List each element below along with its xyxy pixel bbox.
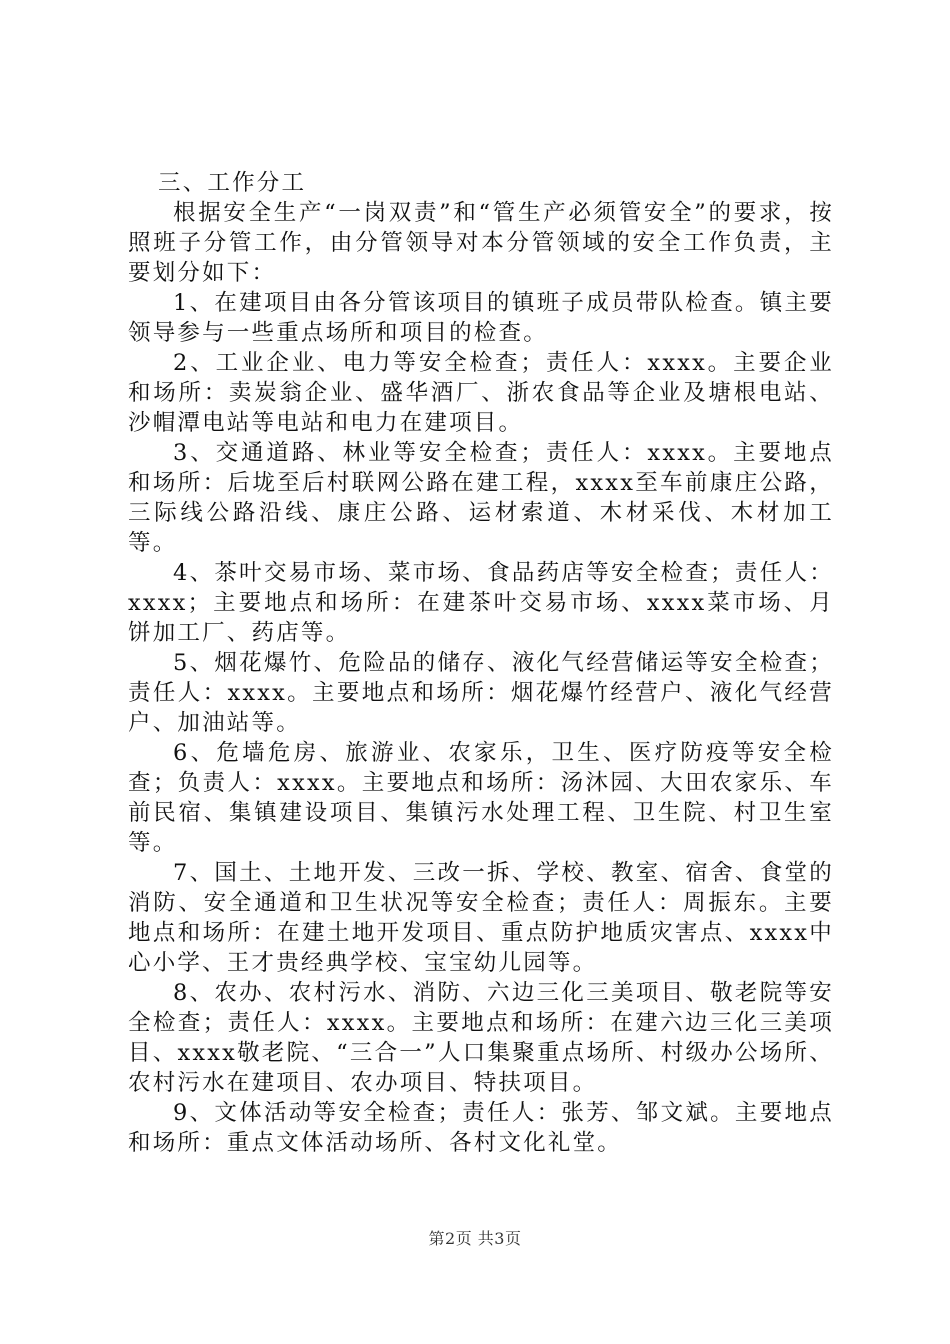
paragraph-item-6: 6、危墙危房、旅游业、农家乐，卫生、医疗防疫等安全检查；负责人：xxxx。主要地点和场所：汤沐园、大田农家乐、车前民宿、集镇建设项目、集镇污水处理工程、卫生院、村卫生室等。: [128, 740, 834, 856]
page-number-label: 第2页 共3页: [428, 1229, 522, 1248]
section-heading: 三、工作分工: [158, 170, 307, 196]
paragraph-item-5: 5、烟花爆竹、危险品的储存、液化气经营储运等安全检查；责任人：xxxx。主要地点和场所：烟花爆竹经营户、液化气经营户、加油站等。: [128, 650, 834, 736]
paragraph-intro: 根据安全生产“一岗双责”和“管生产必须管安全”的要求，按照班子分管工作，由分管领导对本分管领域的安全工作负责，主要划分如下：: [128, 200, 834, 286]
paragraph-item-4: 4、茶叶交易市场、菜市场、食品药店等安全检查；责任人：xxxx；主要地点和场所：在建茶叶交易市场、xxxx菜市场、月饼加工厂、药店等。: [128, 560, 834, 646]
paragraph-item-7: 7、国土、土地开发、三改一拆、学校、教室、宿舍、食堂的消防、安全通道和卫生状况等安全检查；责任人：周振东。主要地点和场所：在建土地开发项目、重点防护地质灾害点、xxxx中心小学、王才贵经典学校、宝宝幼儿园等。: [128, 860, 834, 976]
page-footer: [0, 1226, 950, 1249]
paragraph-item-3: 3、交通道路、林业等安全检查；责任人：xxxx。主要地点和场所：后垅至后村联网公路在建工程，xxxx至车前康庄公路，三际线公路沿线、康庄公路、运材索道、木材采伐、木材加工等。: [128, 440, 834, 556]
paragraph-item-8: 8、农办、农村污水、消防、六边三化三美项目、敬老院等安全检查；责任人：xxxx。主要地点和场所：在建六边三化三美项目、xxxx敬老院、“三合一”人口集聚重点场所、村级办公场所、农村污水在建项目、农办项目、特扶项目。: [128, 980, 834, 1096]
document-body: [128, 168, 834, 1158]
paragraph-item-2: 2、工业企业、电力等安全检查；责任人：xxxx。主要企业和场所：卖炭翁企业、盛华酒厂、浙农食品等企业及塘根电站、沙帽潭电站等电站和电力在建项目。: [128, 350, 834, 436]
paragraph-item-1: 1、在建项目由各分管该项目的镇班子成员带队检查。镇主要领导参与一些重点场所和项目的检查。: [128, 290, 834, 346]
paragraph-item-9: 9、文体活动等安全检查；责任人：张芳、邹文斌。主要地点和场所：重点文体活动场所、各村文化礼堂。: [128, 1100, 834, 1156]
